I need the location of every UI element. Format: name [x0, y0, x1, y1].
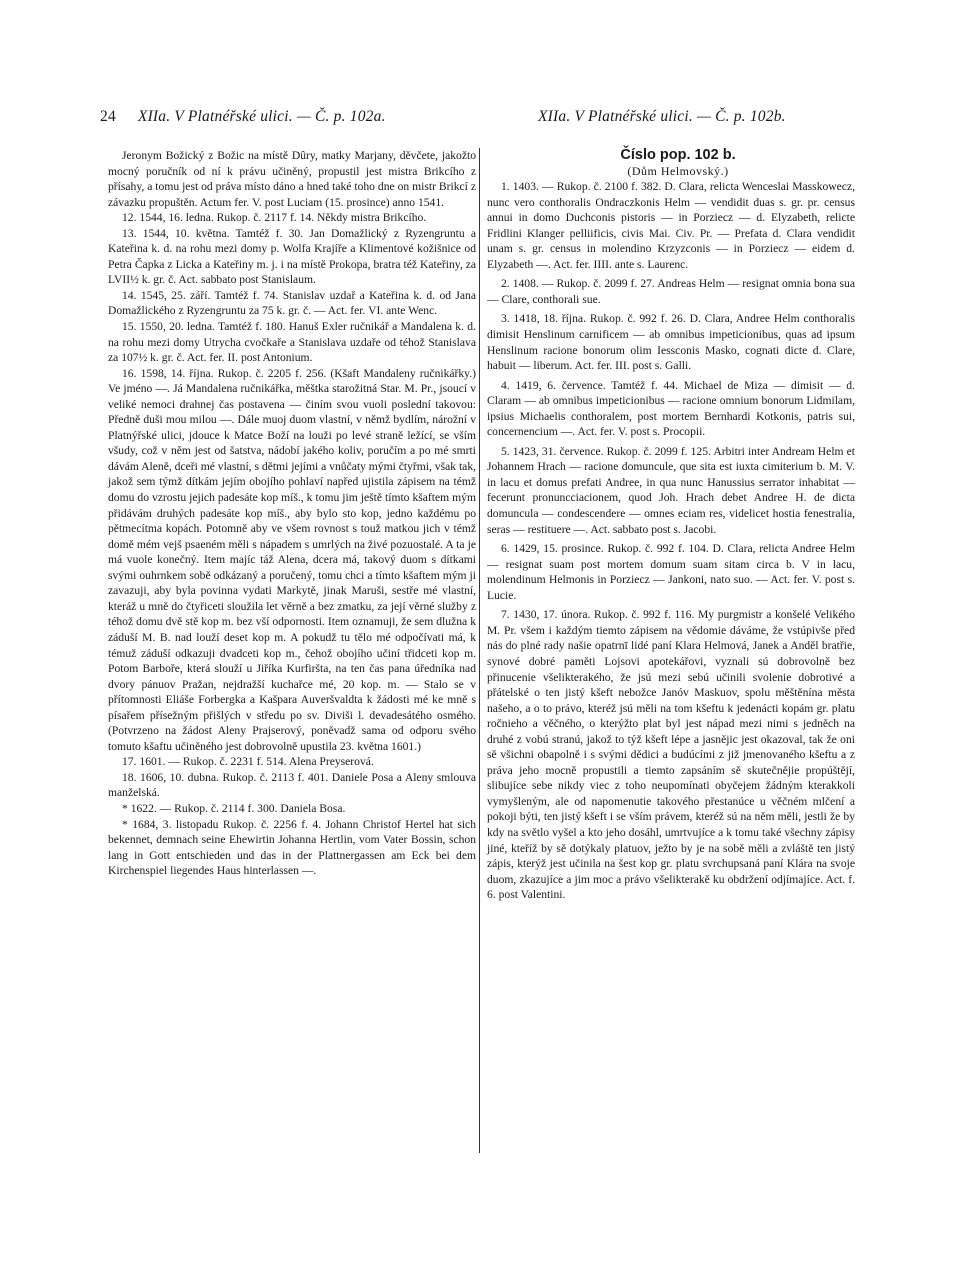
section-title: Číslo pop. 102 b.: [620, 147, 736, 163]
left-header-title: XIIa. V Platnéřské ulici. — Č. p. 102a.: [137, 108, 386, 125]
paragraph: * 1684, 3. listopadu Rukop. č. 2256 f. 4. Johann Christof Hertel hat sich bekennet, demnach seine Ehewirtin Johanna Hertlin, vom Vater Bossin, schon lang in Gott entschieden und das in der Plattnergassen am Eck bei dem Kirchenspiel liegendes Haus hinterlassen —.: [108, 817, 476, 878]
paragraph: 6. 1429, 15. prosince. Rukop. č. 992 f. 104. D. Clara, relicta Andree Helm — resignat suam post mortem domum suam sitam circa b. V in lacu, molendinum Helmonis in Porziecz — Jankoni, nato suo. — Act. fer. V. post s. Lucie.: [487, 542, 855, 602]
paragraph: 13. 1544, 10. května. Tamtéž f. 30. Jan Domažlický z Ryzengruntu a Kateřina k. d. na rohu mezi domy p. Wolfa Krajíře a Klimentové kožišnice od Petra Čapka z Licka a Kateřiny m. j. i na místě Prokopa, bratra též Kateřiny, za LVII½ k. gr. č. Act. sabbato post Stanislaum.: [108, 226, 476, 287]
paragraph: * 1622. — Rukop. č. 2114 f. 300. Daniela Bosa.: [122, 801, 346, 815]
paragraph: 14. 1545, 25. září. Tamtéž f. 74. Stanislav uzdař a Kateřina k. d. od Jana Domažlického z Ryzengruntu za 75 k. gr. č. — Act. fer. VI. ante Wenc.: [108, 288, 476, 318]
paragraph: 12. 1544, 16. ledna. Rukop. č. 2117 f. 14. Někdy mistra Brikcího.: [122, 211, 427, 225]
paragraph: 17. 1601. — Rukop. č. 2231 f. 514. Alena Preyserová.: [122, 755, 374, 769]
left-column: [108, 148, 476, 879]
paragraph: 7. 1430, 17. února. Rukop. č. 992 f. 116. My purgmistr a konšelé Velikého M. Pr. všem i každým tiemto zápisem na vědomie dáváme, že vstúpivše před nás do plné rady našie opatrnī lidé paní Klara Helmová, Janek a Anděl bratřie, synové dobré paměti Lojsovi apotekářovi, vyznali sú dobrovolně bez přinucenie všelikterakého, že jsú mezi sebú učinili svolenie dobrotivé a přátelské o ten jistý kšeft nebožce Janóv Maskuov, spolu měštěnína města našeho, a o to právo, kteréž jsú měli na tom kšeftu k jedenácti kopám gr. platu ročnieho a věčného, o kterýžto plat byl jest nápad mezi nimi s jedněch na druhé z vobú stranú, jakož to týž kšeft lépe a jasnějic jest okazoval, tak že oni sě všichni obapolně i s svými dědici a budúcími z již jmenovaného kšeftu a z práva jeho mocně propustili a tiemto zapsáním sě skutečnějie propúštějí, slibujíce sebe nikdy viec z toho neupomínati obyčejem žádným kterakkoli vymyšleným, ale od napomenutie takového přestanúce u věčném mlčení a pokoji býti, ten jistý kšeft i se vším právem, kteréž sú na něm měli, jestli že by kdy na světlo vyšel a kto jeho dosáhl, umrtvujíce a k tomu také všechny zápisy jiné, kteříž by sě dotýkaly platuov, ježto by je na sobě měli a zvláště ten jistý zápis, kterýž jest učinila na šest kop gr. platu svrchupsaná paní Klára na svoje duom, zkazujíce a jim moc a právo všelikterakě ku obdržení odjímajíce. Act. f. 6. post Valentini.: [487, 608, 855, 902]
paragraph: 2. 1408. — Rukop. č. 2099 f. 27. Andreas Helm — resignat omnia bona sua — Clare, conthorali sue.: [487, 277, 855, 306]
right-header-title: XIIa. V Platnéřské ulici. — Č. p. 102b.: [538, 108, 786, 125]
paragraph: 1. 1403. — Rukop. č. 2100 f. 382. D. Clara, relicta Wenceslai Masskowecz, nunc vero conthoralis Ondraczkonis Helm — vendidit duas s. gr. pr. census annui in domo Duchconis pistoris — in Porziecz — d. Elyzabeth, relicte Fridlini Klanger pelliificis, civis Mai. Civ. Pr. — Prefata d. Clara vendidit unam s. gr. census in molendino Krzyzconis — in Porziecz — eidem d. Elyzabeth —. Act. fer. IIII. ante s. Laurenc.: [487, 180, 855, 271]
column-divider: [479, 148, 480, 1153]
page-number: 24: [100, 108, 116, 125]
paragraph: 5. 1423, 31. července. Rukop. č. 2099 f. 125. Arbitri inter Andream Helm et Johannem Hrach — racione domuncule, que sita est iuxta cimiterium b. M. V. in lacu et domus prefati Andree, in qua nunc Hanussius serrator inhabitat — fecerunt pronuncciacionem, quod Joh. Hrach debet Andree H. de dicta domuncula — condescendere — omnes eciam res, videlicet hostia fenestralia, seras — restituere —. Act. sabbato post s. Jacobi.: [487, 444, 855, 536]
left-running-header: [100, 108, 480, 126]
section-subtitle: (Dům Helmovský.): [627, 163, 729, 178]
paragraph: 18. 1606, 10. dubna. Rukop. č. 2113 f. 401. Daniele Posa a Aleny smlouva manželská.: [108, 770, 476, 800]
paragraph: 4. 1419, 6. července. Tamtéž f. 44. Michael de Miza — dimisit — d. Claram — ab omnibus impeticionibus — racione omnium bonorum Lidmilam, ipsius Michaelis conthoralem, post mortem Bernhardi Kotkonis, patris sui, concernencium —. Act. fer. V. post s. Procopii.: [487, 378, 855, 439]
paragraph: Jeronym Božický z Božic na místě Dûry, matky Marjany, děvčete, jakožto mocný poručník od ní k právu učiněný, propustil jest mistra Brikcího z přísahy, a tomu jest od práva místo dáno a hned také toho dne on mistr Brikcí z závazku propuštěn. Actum fer. V. post Luciam (15. prosince) anno 1541.: [108, 149, 476, 209]
paragraph: 15. 1550, 20. ledna. Tamtéž f. 180. Hanuš Exler ručnikář a Mandalena k. d. na rohu mezi domy Utrycha cvočkaře a Stanislava uzdaře od téhož Stanislava za 107½ k. gr. č. Act. fer. II. post Antonium.: [108, 320, 476, 365]
paragraph: 3. 1418, 18. října. Rukop. č. 992 f. 26. D. Clara, Andree Helm conthoralis dimisit Henslinum carnificem — ab omnibus impeticionibus, quas ad ipsum Henslinum racione bonorum olim Iessconis Masko, cognati dicte d. Clare, habuit — liberum. Act. fer. III. post s. Galli.: [487, 312, 855, 373]
paragraph: 16. 1598, 14. října. Rukop. č. 2205 f. 256. (Kšaft Mandaleny ručnikářky.) Ve jméno —. Já Mandalena ručnikářka, měštka starožitná Star. M. Pr., jsoucí v veliké nemoci drahnej čas postavena — činím svou vuoli poslední takovou: Předně duši mou milou —. Dále muoj duom vlastní, v němž bydlím, nárožní v Platnýřské ulici, jdouce k Matce Boží na louži po levé straně ležící, se vším všudy, což v něm jest od šatstva, nádobí jakého koliv, poručím a po mé smrti dávám Aleně, dceři mé vlastní, s dětmi jejími a vnůčaty mými čtyřmi, však tak, jakož sem týmž dítkám jejím obojího pohlaví napřed ujistila zápisem na témž domu do vzrostu jejich padesáte kop míš., k tomu jim ještě tímto kšaftem mým přidávám druhých padesáte kop míš., aby bylo sto kop, jedno každému po pětmecítma kopách. Potomně aby ve všem rovnost s touž matkou jich v témž domě mém vejš psaeném měli s nápadem s umrlých na živé pozuostalé. A ta je má vuole konečný. Item majíc táž Alena, dcera má, takový duom s dítkami svými ouhrnkem sobě odkázaný a poručený, tomu chci a tímto kšaftem mým ji zavazuji, aby byla povinna vydati Markytě, jinak Maruši, sestře mé vlastní, kteráž u mně do čtyřiceti sloužila let věrně a bez zmatku, za její věrné služby z téhož domu dvě stě kop m. bez vší odpornosti. Item oznamuji, že sem dlužna k záduší M. B. nad louží deset kop m. A pokudž tu tělo mé odpočívati má, k témuž záduší odkazuji dvadceti kop m., čehož obojího učiní třidceti kop m. Potom Barboře, která slouží u Jiříka Kurfiršta, na ten čas pana úředníka nad dvory pánuov Pražan, nejdražší kuchařce mé, 20 kop. m. — Stalo se v přítomnosti Eliáše Forbergka a Kašpara Auveršvaldta k žádosti mé ke mně s písařem přísežným přišlých v středu po sv. Diviši l. devadesátého osmého. (Potvrzeno na žádost Aleny Prajserový, poněvadž sama od odporu svého tomuto kšaftu učiněného jest dobrovolně upustila 23. května 1601.): [108, 366, 477, 753]
right-running-header: [538, 108, 838, 126]
right-column: [487, 148, 855, 903]
